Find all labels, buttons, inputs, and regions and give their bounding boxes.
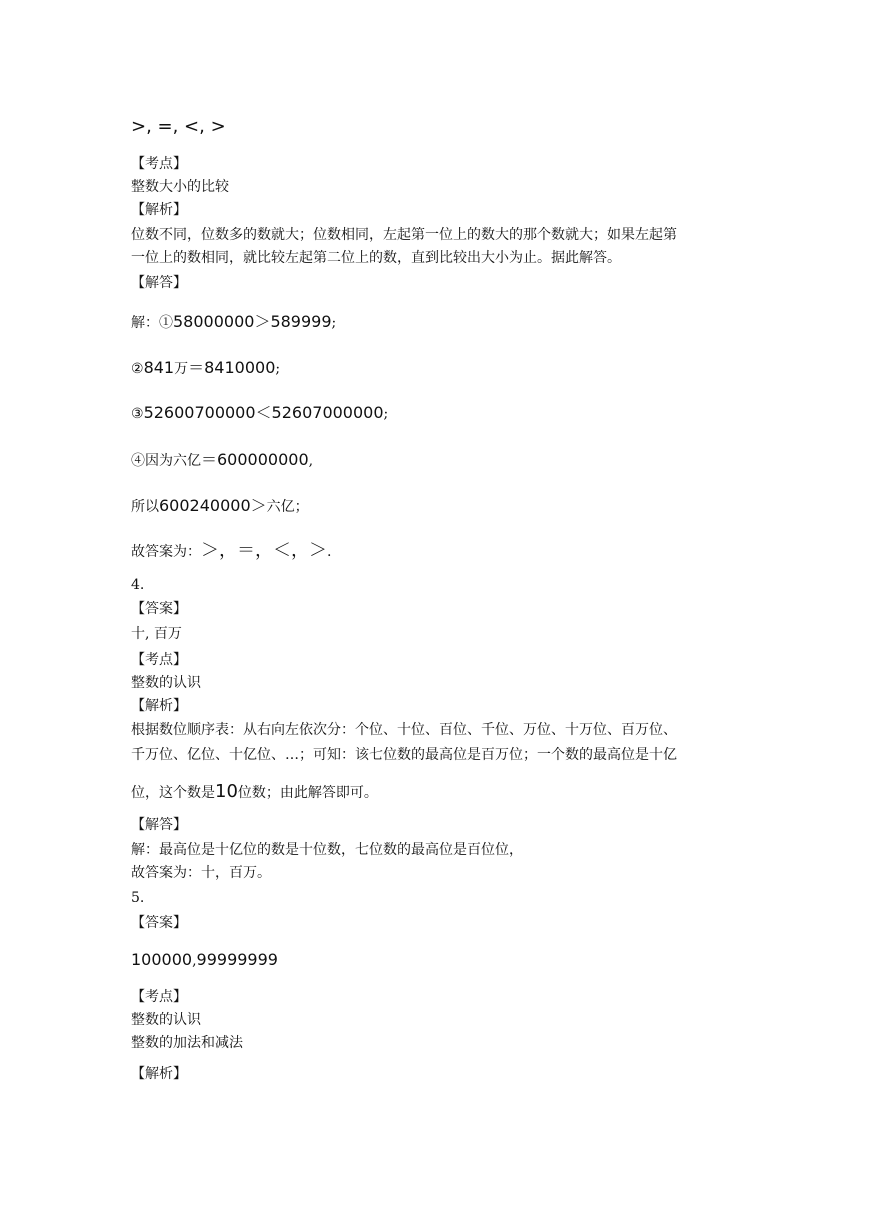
kaodian-text: 整数大小的比较	[131, 179, 229, 195]
answer-symbols-line: >, =, <, >	[131, 116, 226, 137]
q4-jiexi-3-math: 10	[215, 781, 238, 802]
step-2-math-a: 841	[143, 358, 175, 377]
step-5-math: 600240000＞	[159, 496, 267, 515]
q4-daan-label: 【答案】	[131, 601, 187, 617]
q5-jiexi-label: 【解析】	[131, 1066, 187, 1082]
solution-step-2	[131, 358, 280, 379]
question-4-number: 4.	[131, 577, 145, 593]
step-3-math: 52600700000＜52607000000	[143, 403, 384, 422]
solution-step-1	[131, 312, 336, 333]
step-2-end: ;	[275, 361, 281, 377]
q5-daan-math-2: 99999999	[196, 950, 278, 969]
q4-jieda-label: 【解答】	[131, 817, 187, 833]
q5-kaodian-line-1: 整数的认识	[131, 1012, 201, 1028]
q5-kaodian-line-2: 整数的加法和减法	[131, 1035, 243, 1051]
final-math: ＞，＝，＜，＞	[201, 540, 327, 561]
step-5-post: 六亿；	[266, 499, 309, 515]
jiexi-label: 【解析】	[131, 202, 187, 218]
step-1-end: ;	[331, 315, 337, 331]
step-4-prefix: ④因为六亿	[131, 453, 201, 469]
step-2-prefix: ②	[131, 361, 144, 377]
step-4-end: ,	[308, 453, 314, 469]
step-3-end: ;	[383, 406, 389, 422]
solution-final	[131, 541, 331, 562]
solution-step-4	[131, 450, 313, 471]
final-prefix: 故答案为：	[131, 544, 201, 560]
q4-jiexi-line-2: 千万位、亿位、十亿位、…；可知：该七位数的最高位是百万位；一个数的最高位是十亿	[131, 747, 677, 763]
q5-daan-line	[131, 950, 278, 971]
q4-jiexi-line-3	[131, 782, 378, 803]
q4-kaodian-text: 整数的认识	[131, 675, 201, 691]
step-3-prefix: ③	[131, 406, 144, 422]
jiexi-line-1: 位数不同，位数多的数就大；位数相同，左起第一位上的数大的那个数就大；如果左起第	[131, 227, 677, 243]
q5-daan-label: 【答案】	[131, 915, 187, 931]
kaodian-label: 【考点】	[131, 156, 187, 172]
q4-jiexi-label: 【解析】	[131, 698, 187, 714]
q4-jiexi-3-prefix: 位，这个数是	[131, 785, 215, 801]
q4-jieda-line-2: 故答案为：十，百万。	[131, 865, 271, 881]
solution-step-5	[131, 496, 309, 517]
step-1-math: 58000000＞589999	[173, 312, 332, 331]
q4-daan-text: 十, 百万	[131, 626, 182, 642]
solution-step-3	[131, 403, 388, 424]
step-2-wan: 万	[174, 361, 189, 377]
jiexi-line-2: 一位上的数相同，就比较左起第二位上的数，直到比较出大小为止。据此解答。	[131, 250, 621, 266]
step-4-math: ＝600000000	[201, 450, 309, 469]
step-2-math-b: ＝8410000	[188, 358, 276, 377]
q4-jieda-line-1: 解：最高位是十亿位的数是十位数，七位数的最高位是百位位，	[131, 842, 523, 858]
q4-kaodian-label: 【考点】	[131, 652, 187, 668]
step-5-prefix: 所以	[131, 499, 159, 515]
q5-daan-sep: ,	[192, 953, 197, 969]
final-end: .	[327, 544, 332, 560]
q4-jiexi-3-post: 位数；由此解答即可。	[237, 785, 378, 801]
q5-daan-math-1: 100000	[131, 950, 193, 969]
question-5-number: 5.	[131, 890, 145, 906]
q5-kaodian-label: 【考点】	[131, 989, 187, 1005]
jieda-label: 【解答】	[131, 275, 187, 291]
step-1-prefix: 解：①	[131, 315, 173, 331]
q4-jiexi-line-1: 根据数位顺序表：从右向左依次分：个位、十位、百位、千位、万位、十万位、百万位、	[131, 722, 677, 738]
